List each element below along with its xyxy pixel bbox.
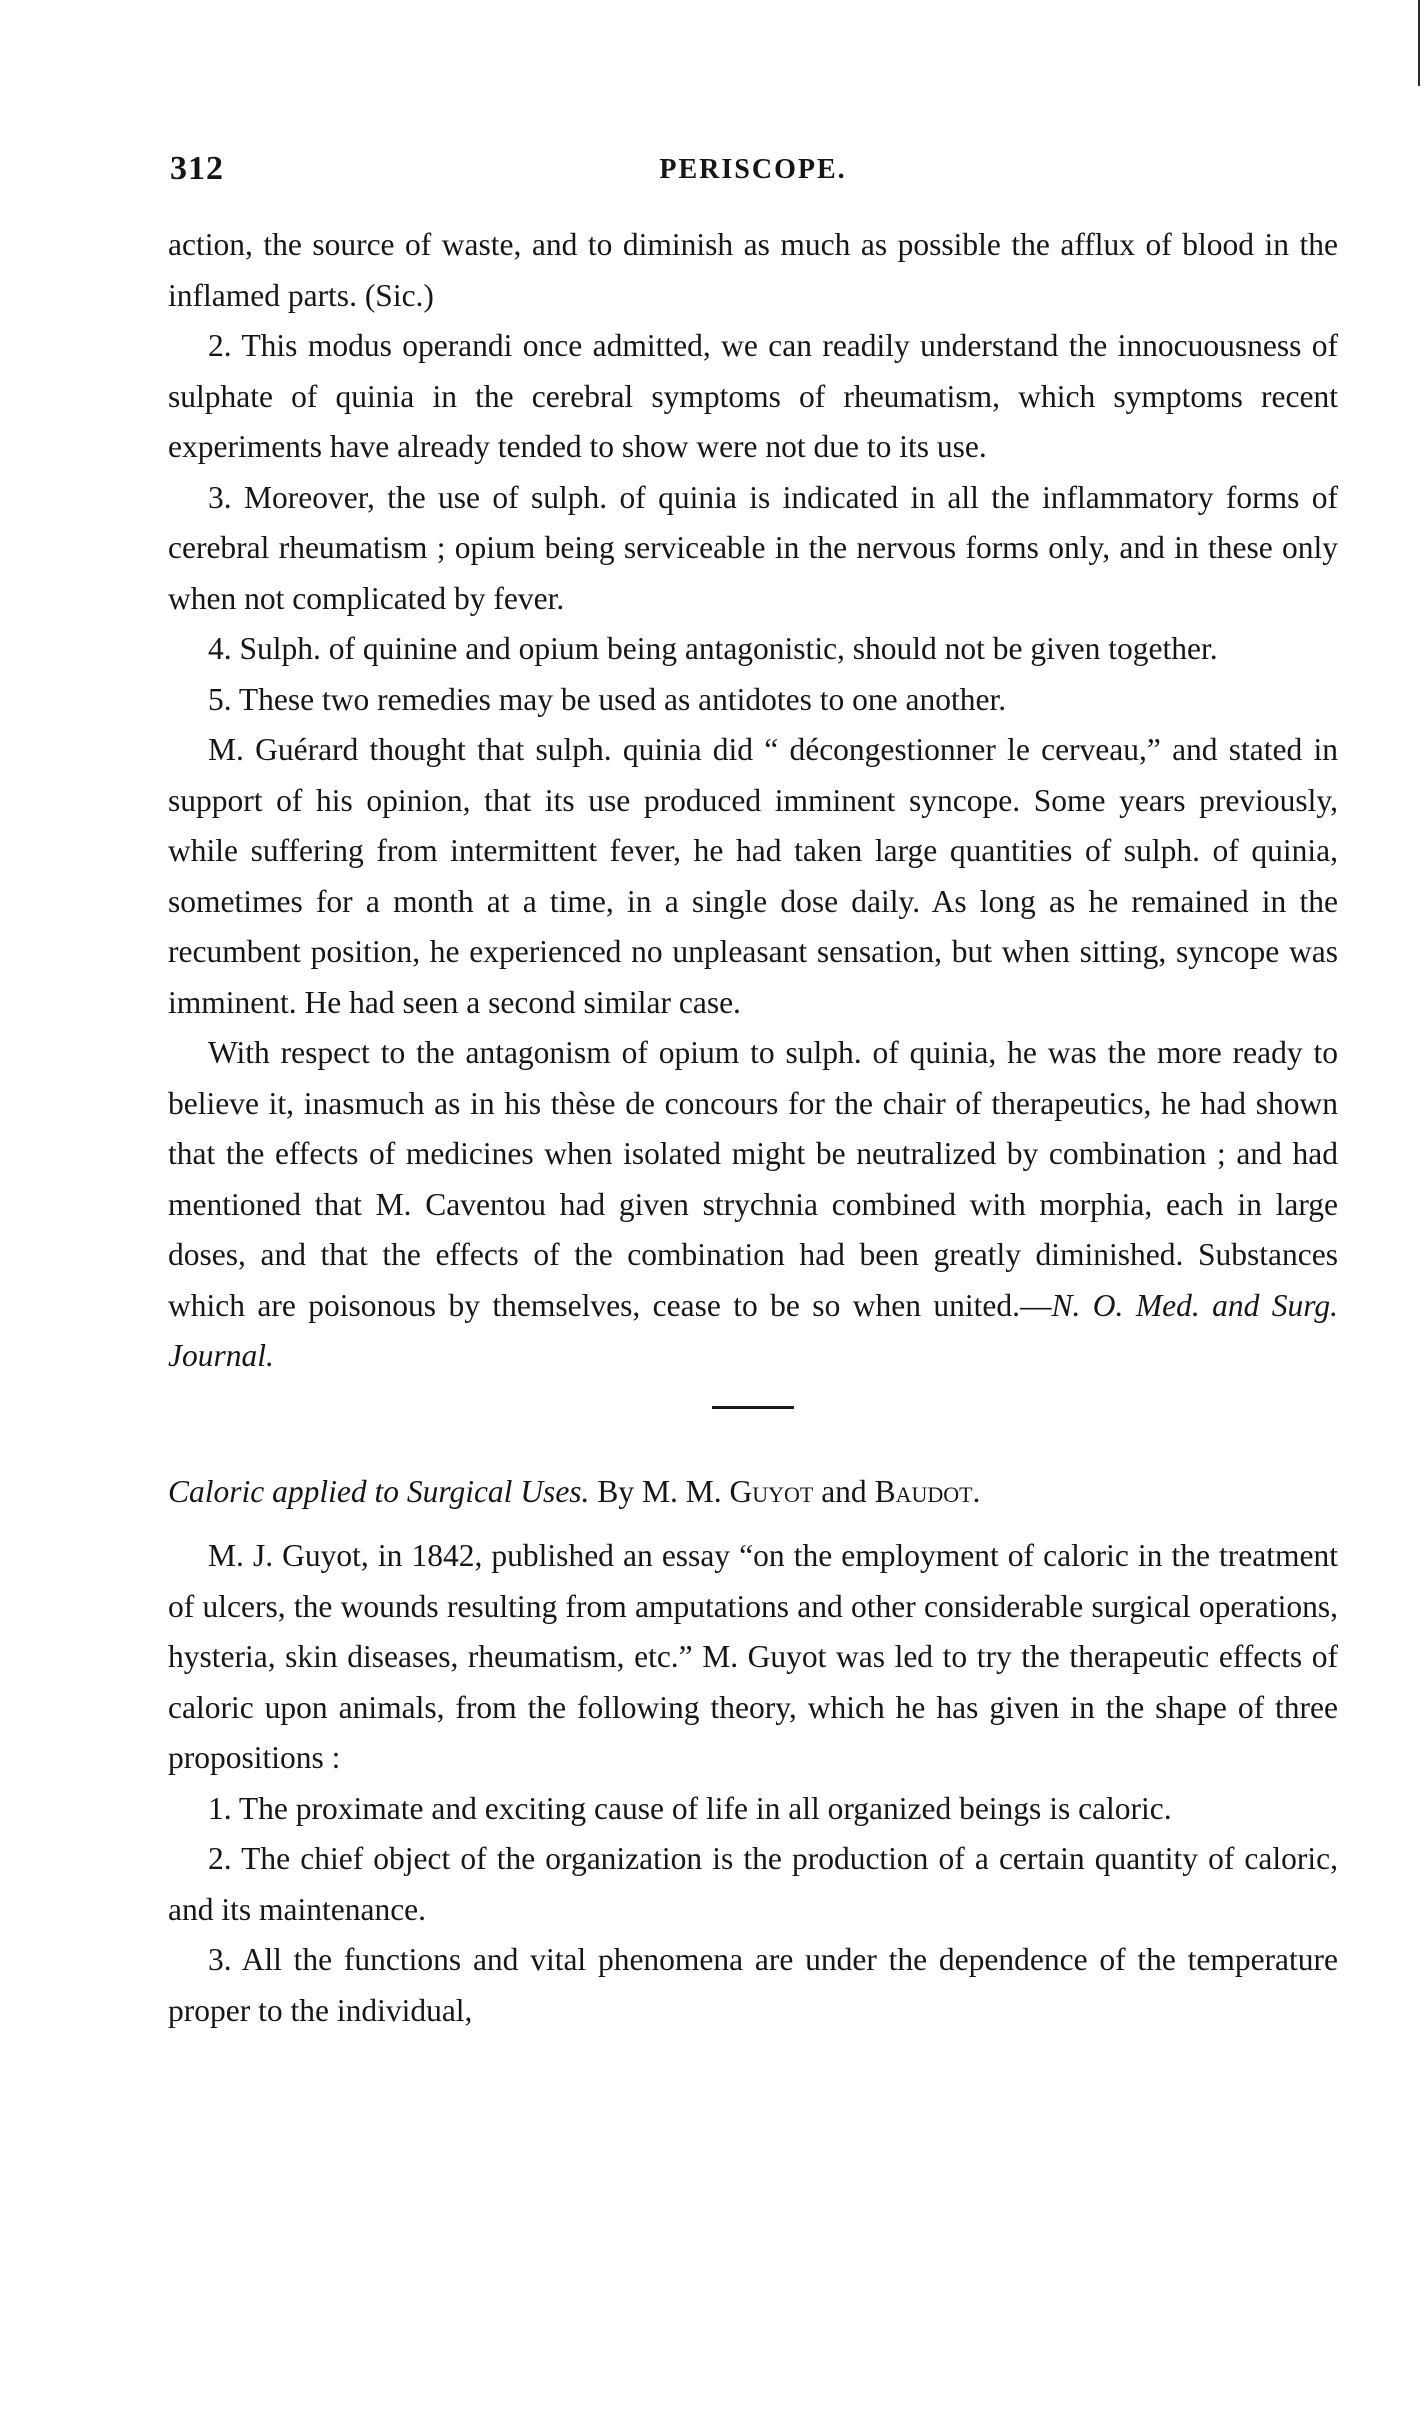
page-header <box>168 150 1338 202</box>
section-divider <box>712 1406 794 1409</box>
section-author-1: Guyot <box>729 1473 814 1509</box>
page-number: 312 <box>170 150 224 187</box>
paragraph-guyot: M. J. Guyot, in 1842, published an essay “on the employment of caloric in the treatment of ulcers, the wounds resulting from amputations and other considerable surgical operations, hysteria, skin diseases, rheumatism, etc.” M. Guyot was led to try the therapeutic effects of caloric upon animals, from the following theory, which he has given in the shape of three propositions : <box>168 1538 1338 1775</box>
guyot-proposition-2: 2. The chief object of the organization is the production of a certain quantity of caloric, and its maintenance. <box>168 1841 1338 1927</box>
section-by: By M. M. <box>597 1473 722 1509</box>
body-text <box>168 220 1338 2036</box>
paragraph-guerard: M. Guérard thought that sulph. quinia did “ décongestionner le cerveau,” and stated in support of his opinion, that its use produced imminent syncope. Some years previously, while suffering from intermittent fever, he had taken large quantities of sulph. of quinia, sometimes for a month at a time, in a single dose daily. As long as he remained in the recumbent position, he experienced no unpleasant sensation, but when sitting, syncope was imminent. He had seen a second similar case. <box>168 732 1338 1020</box>
proposition-2: 2. This modus operandi once admitted, we can readily understand the innocuousness of sulphate of quinia in the cerebral symptoms of rheumatism, which symptoms recent experiments have already tended to show were not due to its use. <box>168 328 1338 464</box>
section-and: and <box>821 1473 867 1509</box>
proposition-5: 5. These two remedies may be used as antidotes to one another. <box>208 681 1007 717</box>
scan-edge-line <box>1418 0 1420 86</box>
section-heading <box>168 1467 1338 1518</box>
book-page <box>168 150 1338 2036</box>
paragraph-antagonism <box>168 1028 1338 1382</box>
section-title: Caloric applied to Surgical Uses. <box>168 1473 590 1509</box>
guyot-proposition-3: 3. All the functions and vital phenomena are under the dependence of the temperature proper to the individual, <box>168 1942 1338 2028</box>
paragraph-antagonism-text: With respect to the antagonism of opium to sulph. of quinia, he was the more ready to believe it, inasmuch as in his thèse de concours for the chair of therapeutics, he had shown that the effects of medicines when isolated might be neutralized by combination ; and had mentioned that M. Caventou had given strychnia combined with morphia, each in large doses, and that the effects of the combination had been greatly diminished. Substances which are poisonous by themselves, cease to be so when united.— <box>168 1035 1338 1323</box>
guyot-proposition-1: 1. The proximate and exciting cause of life in all organized beings is caloric. <box>208 1790 1172 1826</box>
source-citation: N. O. Med. and Surg. Journal. <box>168 1287 1338 1373</box>
proposition-3: 3. Moreover, the use of sulph. of quinia is indicated in all the inflammatory forms of cerebral rheumatism ; opium being serviceable in the nervous forms only, and in these only when not complicated by fever. <box>168 479 1338 616</box>
running-title: PERISCOPE. <box>659 154 847 185</box>
proposition-4: 4. Sulph. of quinine and opium being antagonistic, should not be given together. <box>208 631 1218 666</box>
section-author-2: Baudot. <box>874 1473 981 1509</box>
paragraph-continuation: action, the source of waste, and to diminish as much as possible the afflux of blood in the inflamed parts. (Sic.) <box>168 227 1338 313</box>
